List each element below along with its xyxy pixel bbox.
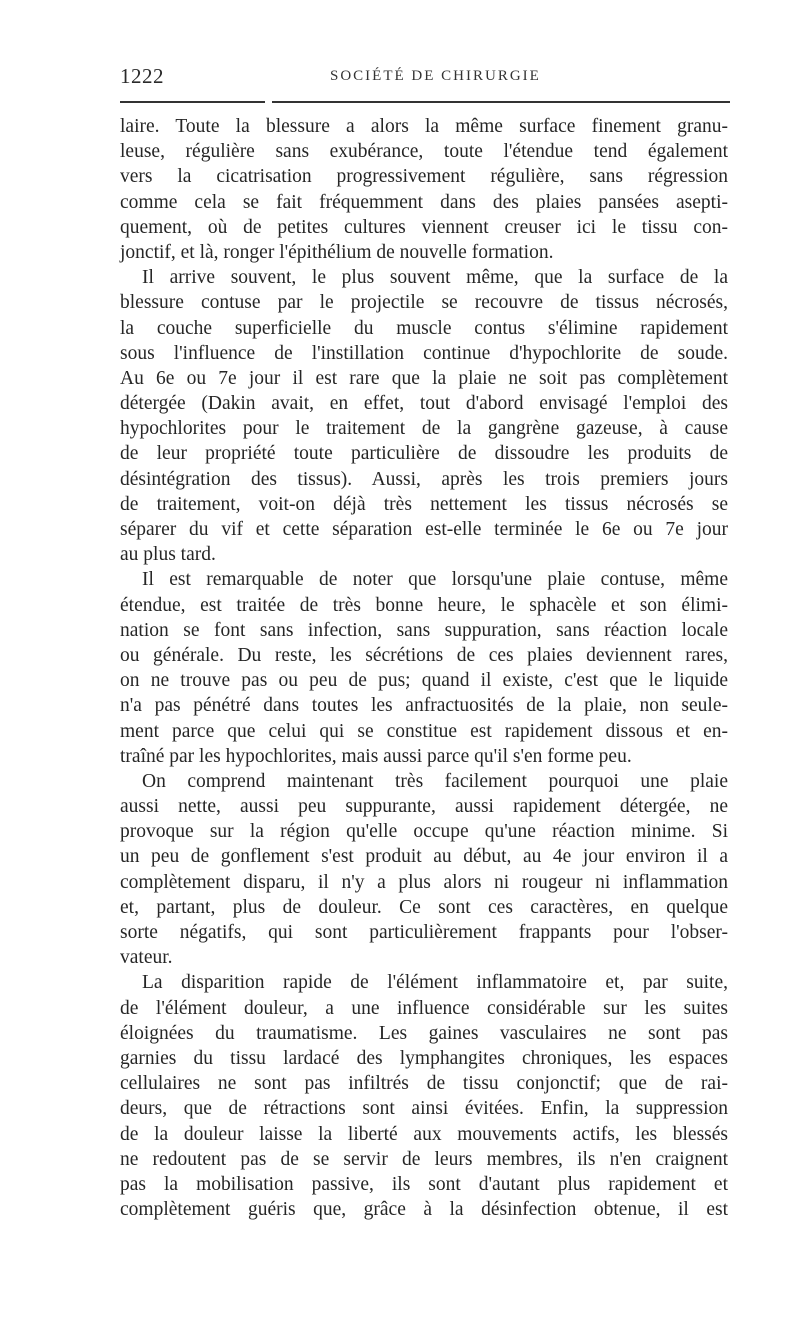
text-line: un peu de gonflement s'est produit au début, au 4e jour environ il a xyxy=(120,846,728,868)
page-number: 1222 xyxy=(120,64,164,88)
body-text xyxy=(120,114,728,1222)
text-line: jonctif, et là, ronger l'épithélium de nouvelle formation. xyxy=(120,241,554,263)
text-line: détergée (Dakin avait, en effet, tout d'abord envisagé l'emploi des xyxy=(120,393,728,415)
text-line: vateur. xyxy=(120,947,173,969)
text-line: complètement disparu, il n'y a plus alors ni rougeur ni inflammation xyxy=(120,871,728,893)
text-line: de traitement, voit-on déjà très nettement les tissus nécrosés se xyxy=(120,493,728,515)
text-line: au plus tard. xyxy=(120,544,216,566)
text-line: désintégration des tissus). Aussi, après les trois premiers jours xyxy=(120,468,728,490)
text-line: La disparition rapide de l'élément inflammatoire et, par suite, xyxy=(142,972,728,994)
text-line: traîné par les hypochlorites, mais aussi parce qu'il s'en forme peu. xyxy=(120,745,632,767)
text-line: éloignées du traumatisme. Les gaines vasculaires ne sont pas xyxy=(120,1022,728,1044)
text-line: de leur propriété toute particulière de dissoudre les produits de xyxy=(120,443,728,465)
text-line: On comprend maintenant très facilement pourquoi une plaie xyxy=(142,770,728,792)
header-rule-left xyxy=(120,101,265,103)
text-line: blessure contuse par le projectile se recouvre de tissus nécrosés, xyxy=(120,292,728,314)
text-line: sous l'influence de l'instillation continue d'hypochlorite de soude. xyxy=(120,342,728,364)
text-line: séparer du vif et cette séparation est-elle terminée le 6e ou 7e jour xyxy=(120,519,728,540)
text-line: la couche superficielle du muscle contus s'élimine rapidement xyxy=(120,317,728,339)
text-line: quement, où de petites cultures viennent creuser ici le tissu con- xyxy=(120,216,728,238)
text-line: ou générale. Du reste, les sécrétions de ces plaies deviennent rares, xyxy=(120,644,728,666)
text-line: Il est remarquable de noter que lorsqu'une plaie contuse, même xyxy=(142,569,728,591)
text-line: de l'élément douleur, a une influence considérable sur les suites xyxy=(120,997,728,1019)
text-line: on ne trouve pas ou peu de pus; quand il existe, c'est que le liquide xyxy=(120,670,728,692)
text-line: hypochlorites pour le traitement de la gangrène gazeuse, à cause xyxy=(120,418,728,440)
text-line: complètement guéris que, grâce à la désinfection obtenue, il est xyxy=(120,1199,728,1221)
text-line: laire. Toute la blessure a alors la même surface finement granu- xyxy=(120,116,728,137)
text-line: de la douleur laisse la liberté aux mouvements actifs, les blessés xyxy=(120,1123,728,1145)
text-line: pas la mobilisation passive, ils sont d'autant plus rapidement et xyxy=(120,1173,728,1195)
text-line: cellulaires ne sont pas infiltrés de tissu conjonctif; que de rai- xyxy=(120,1073,728,1095)
text-line: sorte négatifs, qui sont particulièrement frappants pour l'obser- xyxy=(120,922,728,943)
running-head: SOCIÉTÉ DE CHIRURGIE xyxy=(330,68,541,84)
text-line: leuse, régulière sans exubérance, toute l'étendue tend également xyxy=(120,141,728,163)
text-line: comme cela se fait fréquemment dans des plaies pansées asepti- xyxy=(120,191,728,213)
text-line: nation se font sans infection, sans suppuration, sans réaction locale xyxy=(120,619,728,641)
text-line: n'a pas pénétré dans toutes les anfractuosités de la plaie, non seule- xyxy=(120,695,728,717)
text-line: garnies du tissu lardacé des lymphangites chroniques, les espaces xyxy=(120,1047,728,1069)
header-rule-right xyxy=(272,101,730,103)
text-line: Il arrive souvent, le plus souvent même, que la surface de la xyxy=(142,267,728,289)
text-line: provoque sur la région qu'elle occupe qu'une réaction minime. Si xyxy=(120,821,728,843)
text-line: et, partant, plus de douleur. Ce sont ces caractères, en quelque xyxy=(120,896,728,918)
text-line: ne redoutent pas de se servir de leurs membres, ils n'en craignent xyxy=(120,1148,728,1170)
text-line: aussi nette, aussi peu suppurante, aussi rapidement détergée, ne xyxy=(120,796,728,818)
page-header xyxy=(120,58,730,108)
text-line: deurs, que de rétractions sont ainsi évitées. Enfin, la suppression xyxy=(120,1098,728,1120)
text-line: Au 6e ou 7e jour il est rare que la plaie ne soit pas complètement xyxy=(120,367,728,389)
text-line: vers la cicatrisation progressivement régulière, sans régression xyxy=(120,166,728,188)
text-line: étendue, est traitée de très bonne heure, le sphacèle et son élimi- xyxy=(120,594,728,616)
text-line: ment parce que celui qui se constitue est rapidement dissous et en- xyxy=(120,720,728,742)
